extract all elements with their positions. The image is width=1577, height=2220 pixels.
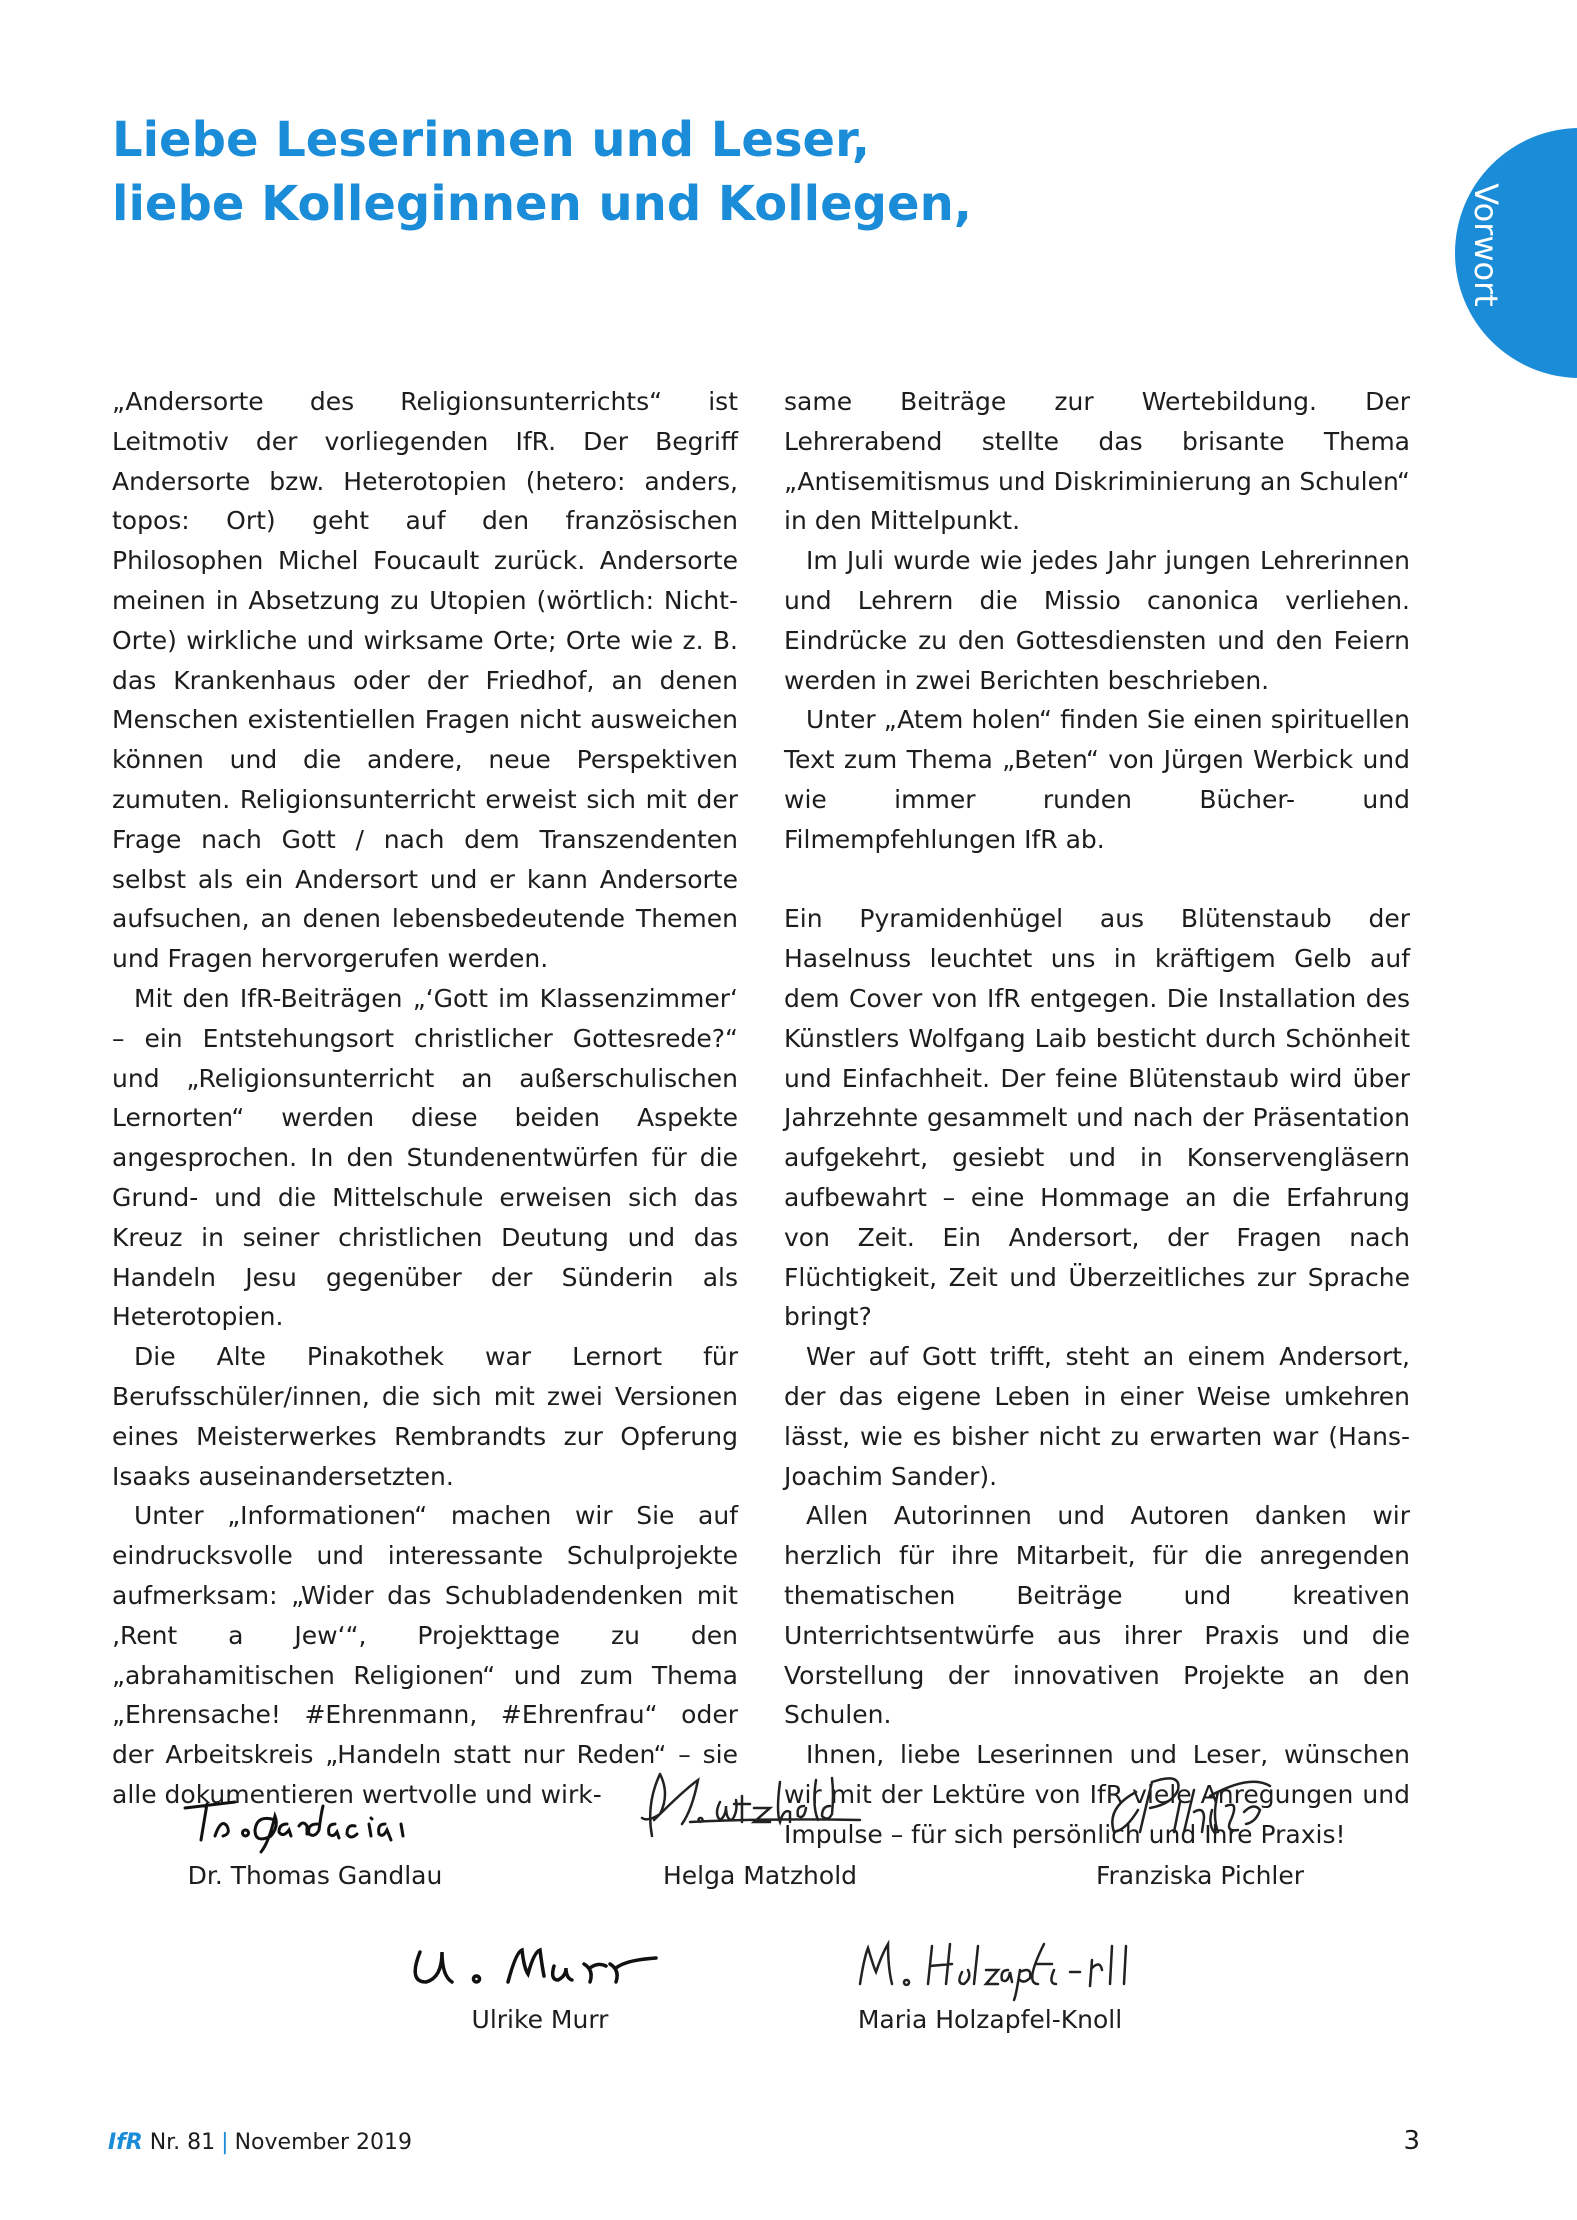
- signature-image: [630, 1762, 890, 1860]
- page-number: 3: [1403, 2126, 1420, 2156]
- signature-block-pichler: [1060, 1762, 1340, 1892]
- signer-name: Helga Matzhold: [662, 1861, 858, 1890]
- signature-block-matzhold: [620, 1762, 900, 1892]
- paragraph: Unter „Informationen“ machen wir Sie auf eindrucksvolle und interessante Schulprojekte aufmerksam: „Wider das Schubladendenken mit ‚Rent a Jew‘“, Projekttage zu den „abrahamitischen Religionen“ und zum Thema „Ehrensache! #Ehrenmann, #Ehrenfrau“ oder der Arbeitskreis „Handeln statt nur Reden“ – sie alle dokumentieren wertvolle und wirk-: [112, 1501, 738, 1809]
- signer-name: Maria Holzapfel-Knoll: [857, 2005, 1123, 2034]
- paragraph: Wer auf Gott trifft, steht an einem Andersort, der das eigene Leben in einer Weise umkehren lässt, wie es bisher nicht zu erwarten war (Hans-Joachim Sander).: [784, 1342, 1410, 1491]
- signature-block-gandlau: [170, 1780, 460, 1892]
- signer-name: Dr. Thomas Gandlau: [187, 1861, 443, 1890]
- title-line-2: liebe Kolleginnen und Kollegen,: [112, 176, 972, 232]
- footer: [108, 2128, 412, 2158]
- paragraph: Allen Autorinnen und Autoren danken wir herzlich für ihre Mitarbeit, für die anregenden thematischen Beiträge und kreativen Unterrichtsentwürfe aus ihrer Praxis und die Vorstellung der innovativen Projekte an den Schulen.: [784, 1501, 1410, 1730]
- footer-brand: IfR: [108, 2130, 143, 2155]
- signature-image: [1100, 1762, 1300, 1860]
- page-title: [112, 108, 972, 236]
- title-line-1: Liebe Leserinnen und Leser,: [112, 112, 870, 168]
- footer-separator: |: [221, 2130, 229, 2155]
- signature-image: [390, 1924, 690, 2004]
- paragraph: Ein Pyramidenhügel aus Blütenstaub der Haselnuss leuchtet uns in kräftigem Gelb auf dem Cover von IfR entgegen. Die Installation des Künstlers Wolfgang Laib besticht durch Schönheit und Einfachheit. Der feine Blütenstaub wird über Jahrzehnte gesammelt und nach der Präsentation aufgekehrt, gesiebt und in Konservengläsern aufbewahrt – eine Hommage an die Erfahrung von Zeit. Ein Andersort, der Fragen nach Flüchtigkeit, Zeit und Überzeitliches zur Sprache bringt?: [784, 904, 1410, 1332]
- paragraph: Die Alte Pinakothek war Lernort für Berufsschüler/innen, die sich mit zwei Versionen eines Meisterwerkes Rembrandts zur Opferung Isaaks auseinandersetzten.: [112, 1342, 738, 1491]
- paragraph: „Andersorte des Religionsunterrichts“ ist Leitmotiv der vorliegenden IfR. Der Begriff Andersorte bzw. Heterotopien (hetero: anders, topos: Ort) geht auf den französischen Philosophen Michel Foucault zurück. Andersorte meinen in Absetzung zu Utopien (wörtlich: Nicht-Orte) wirkliche und wirksame Orte; Orte wie z. B. das Krankenhaus oder der Friedhof, an denen Menschen existentiellen Fragen nicht ausweichen können und die andere, neue Perspektiven zumuten. Religionsunterricht erweist sich mit der Frage nach Gott / nach dem Transzendenten selbst als ein Andersort und er kann Andersorte aufsuchen, an denen lebensbedeutende Themen und Fragen hervorgerufen werden.: [112, 387, 738, 974]
- footer-issue: Nr. 81: [149, 2130, 216, 2155]
- signature-image: [840, 1924, 1140, 2004]
- body-column-right: [784, 382, 1410, 1854]
- footer-date: November 2019: [234, 2130, 413, 2155]
- signature-block-murr: [390, 1924, 690, 2036]
- paragraph: same Beiträge zur Wertebildung. Der Lehrerabend stellte das brisante Thema „Antisemitismus und Diskriminierung an Schulen“ in den Mittelpunkt.: [784, 387, 1410, 536]
- signer-name: Franziska Pichler: [1095, 1861, 1305, 1890]
- body-column-left: [112, 382, 738, 1815]
- paragraph: Unter „Atem holen“ finden Sie einen spirituellen Text zum Thema „Beten“ von Jürgen Werbick und wie immer runden Bücher- und Filmempfehlungen IfR ab.: [784, 705, 1410, 854]
- signature-block-holzapfel-knoll: [840, 1924, 1140, 2036]
- section-tab-label: Vorwort: [1467, 183, 1505, 307]
- signature-image: [175, 1780, 455, 1860]
- paragraph: Mit den IfR-Beiträgen „‘Gott im Klassenzimmer‘ – ein Entstehungsort christlicher Gottesrede?“ und „Religionsunterricht an außerschulischen Lernorten“ werden diese beiden Aspekte angesprochen. In den Stundenentwürfen für die Grund- und die Mittelschule erweisen sich das Kreuz in seiner christlichen Deutung und das Handeln Jesu gegenüber der Sünderin als Heterotopien.: [112, 983, 738, 1332]
- signer-name: Ulrike Murr: [471, 2005, 609, 2034]
- paragraph: Ihnen, liebe Leserinnen und Leser, wünschen wir mit der Lektüre von IfR viele Anregungen und Impulse – für sich persönlich und Ihre Praxis!: [784, 1740, 1410, 1849]
- paragraph: Im Juli wurde wie jedes Jahr jungen Lehrerinnen und Lehrern die Missio canonica verliehen. Eindrücke zu den Gottesdiensten und den Feiern werden in zwei Berichten beschrieben.: [784, 546, 1410, 695]
